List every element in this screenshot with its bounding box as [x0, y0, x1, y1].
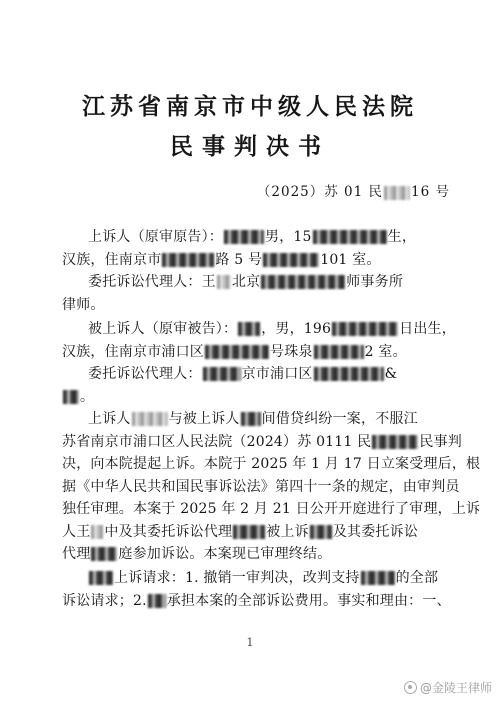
text-span: 汉族，住南京市浦口区 — [62, 343, 204, 360]
court-name: 江苏省南京市中级人民法院 — [82, 93, 418, 120]
text-span: 诉讼请求；2. — [62, 592, 147, 609]
text-span: 汉族，住南京市 — [62, 251, 162, 268]
redaction — [132, 412, 168, 426]
text-span: 决，向本院提起上诉。本院于 2025 年 1 月 17 日立案受理后，根 — [62, 456, 481, 472]
text-span: 号珠泉 — [270, 343, 313, 360]
page-number: 1 — [246, 636, 254, 649]
redaction — [332, 322, 398, 336]
redaction — [263, 253, 319, 267]
redaction — [217, 275, 231, 289]
text-span: 被上诉人（原审被告）： — [88, 321, 238, 337]
text-span: 101 室。 — [320, 251, 381, 268]
text-span: 民事判 — [419, 433, 462, 450]
text-span: 及其委托诉讼 — [332, 523, 419, 540]
text-span: 生， — [387, 229, 417, 245]
redaction — [91, 547, 117, 561]
case-number-suffix: 16 号 — [411, 184, 450, 200]
text-span: 中及其委托诉讼代理 — [104, 523, 233, 540]
text-span: 被上诉 — [266, 523, 309, 540]
text-span: 委托诉讼代理人： — [88, 366, 202, 382]
redaction — [91, 525, 103, 539]
text-span: 间借贷纠纷一案，不服江 — [261, 411, 418, 427]
text-span: 京市浦口区 — [241, 366, 313, 382]
text-span: 师事务所 — [346, 274, 404, 290]
redaction — [384, 186, 410, 200]
text-span: 据《中华人民共和国民事诉讼法》第四十一条的规定，由审判员 — [62, 478, 460, 495]
text-span: 上诉人（原审原告）： — [88, 229, 223, 245]
text-span: 男，15 — [265, 229, 312, 245]
appellee-paragraph — [62, 318, 456, 408]
redaction — [203, 367, 241, 381]
appellant-paragraph — [62, 226, 452, 316]
case-number-prefix: （2025）苏 01 民 — [256, 184, 384, 200]
redaction — [162, 253, 214, 267]
redaction — [241, 412, 261, 426]
redaction — [63, 390, 79, 404]
text-span: 人王 — [62, 523, 91, 540]
text-span: 律师。 — [62, 296, 105, 313]
text-span: 路 5 号 — [215, 251, 263, 268]
redaction — [314, 345, 364, 359]
redaction — [238, 322, 260, 336]
redaction — [224, 230, 264, 244]
text-span: 。 — [80, 388, 95, 405]
redaction — [148, 594, 166, 608]
text-span: 苏省南京市浦口区人民法院（2024）苏 0111 民 — [62, 433, 372, 450]
document-title: 民事判决书 — [170, 133, 330, 160]
text-span: & — [384, 366, 398, 382]
watermark — [404, 679, 492, 696]
redaction — [372, 435, 418, 449]
text-span: 庭参加诉讼。本案现已审理终结。 — [118, 546, 332, 562]
redaction — [314, 367, 384, 381]
watermark-text: @金陵王律师 — [419, 681, 492, 695]
text-span: 承担本案的全部诉讼费用。事实和理由：一、 — [166, 592, 451, 609]
case-history-paragraph — [62, 408, 481, 566]
redaction — [313, 230, 387, 244]
text-span: 日出生， — [399, 321, 456, 337]
text-span: 2 室。 — [364, 343, 407, 360]
text-span: 上诉请求：1. 撤销一审判决，改判支持 — [114, 570, 360, 586]
text-span: 代理 — [62, 546, 91, 562]
text-span: 与被上诉人 — [168, 411, 240, 427]
redaction — [310, 525, 332, 539]
text-span: 上诉人 — [88, 411, 131, 427]
case-number — [257, 180, 450, 200]
text-span: 的全部 — [395, 570, 439, 586]
text-span: ，男，196 — [261, 321, 332, 337]
redaction — [233, 525, 265, 539]
redaction — [261, 275, 345, 289]
text-span: 委托诉讼代理人：王 — [88, 274, 216, 290]
appeal-claims-paragraph — [62, 567, 452, 612]
redaction — [89, 571, 113, 585]
redaction — [205, 345, 269, 359]
watermark-logo-icon — [404, 681, 417, 694]
redaction — [361, 571, 395, 585]
text-span: 北京 — [231, 274, 261, 290]
text-span: 独任审理。本案于 2025 年 2 月 21 日公开开庭进行了审理，上诉 — [62, 501, 481, 517]
